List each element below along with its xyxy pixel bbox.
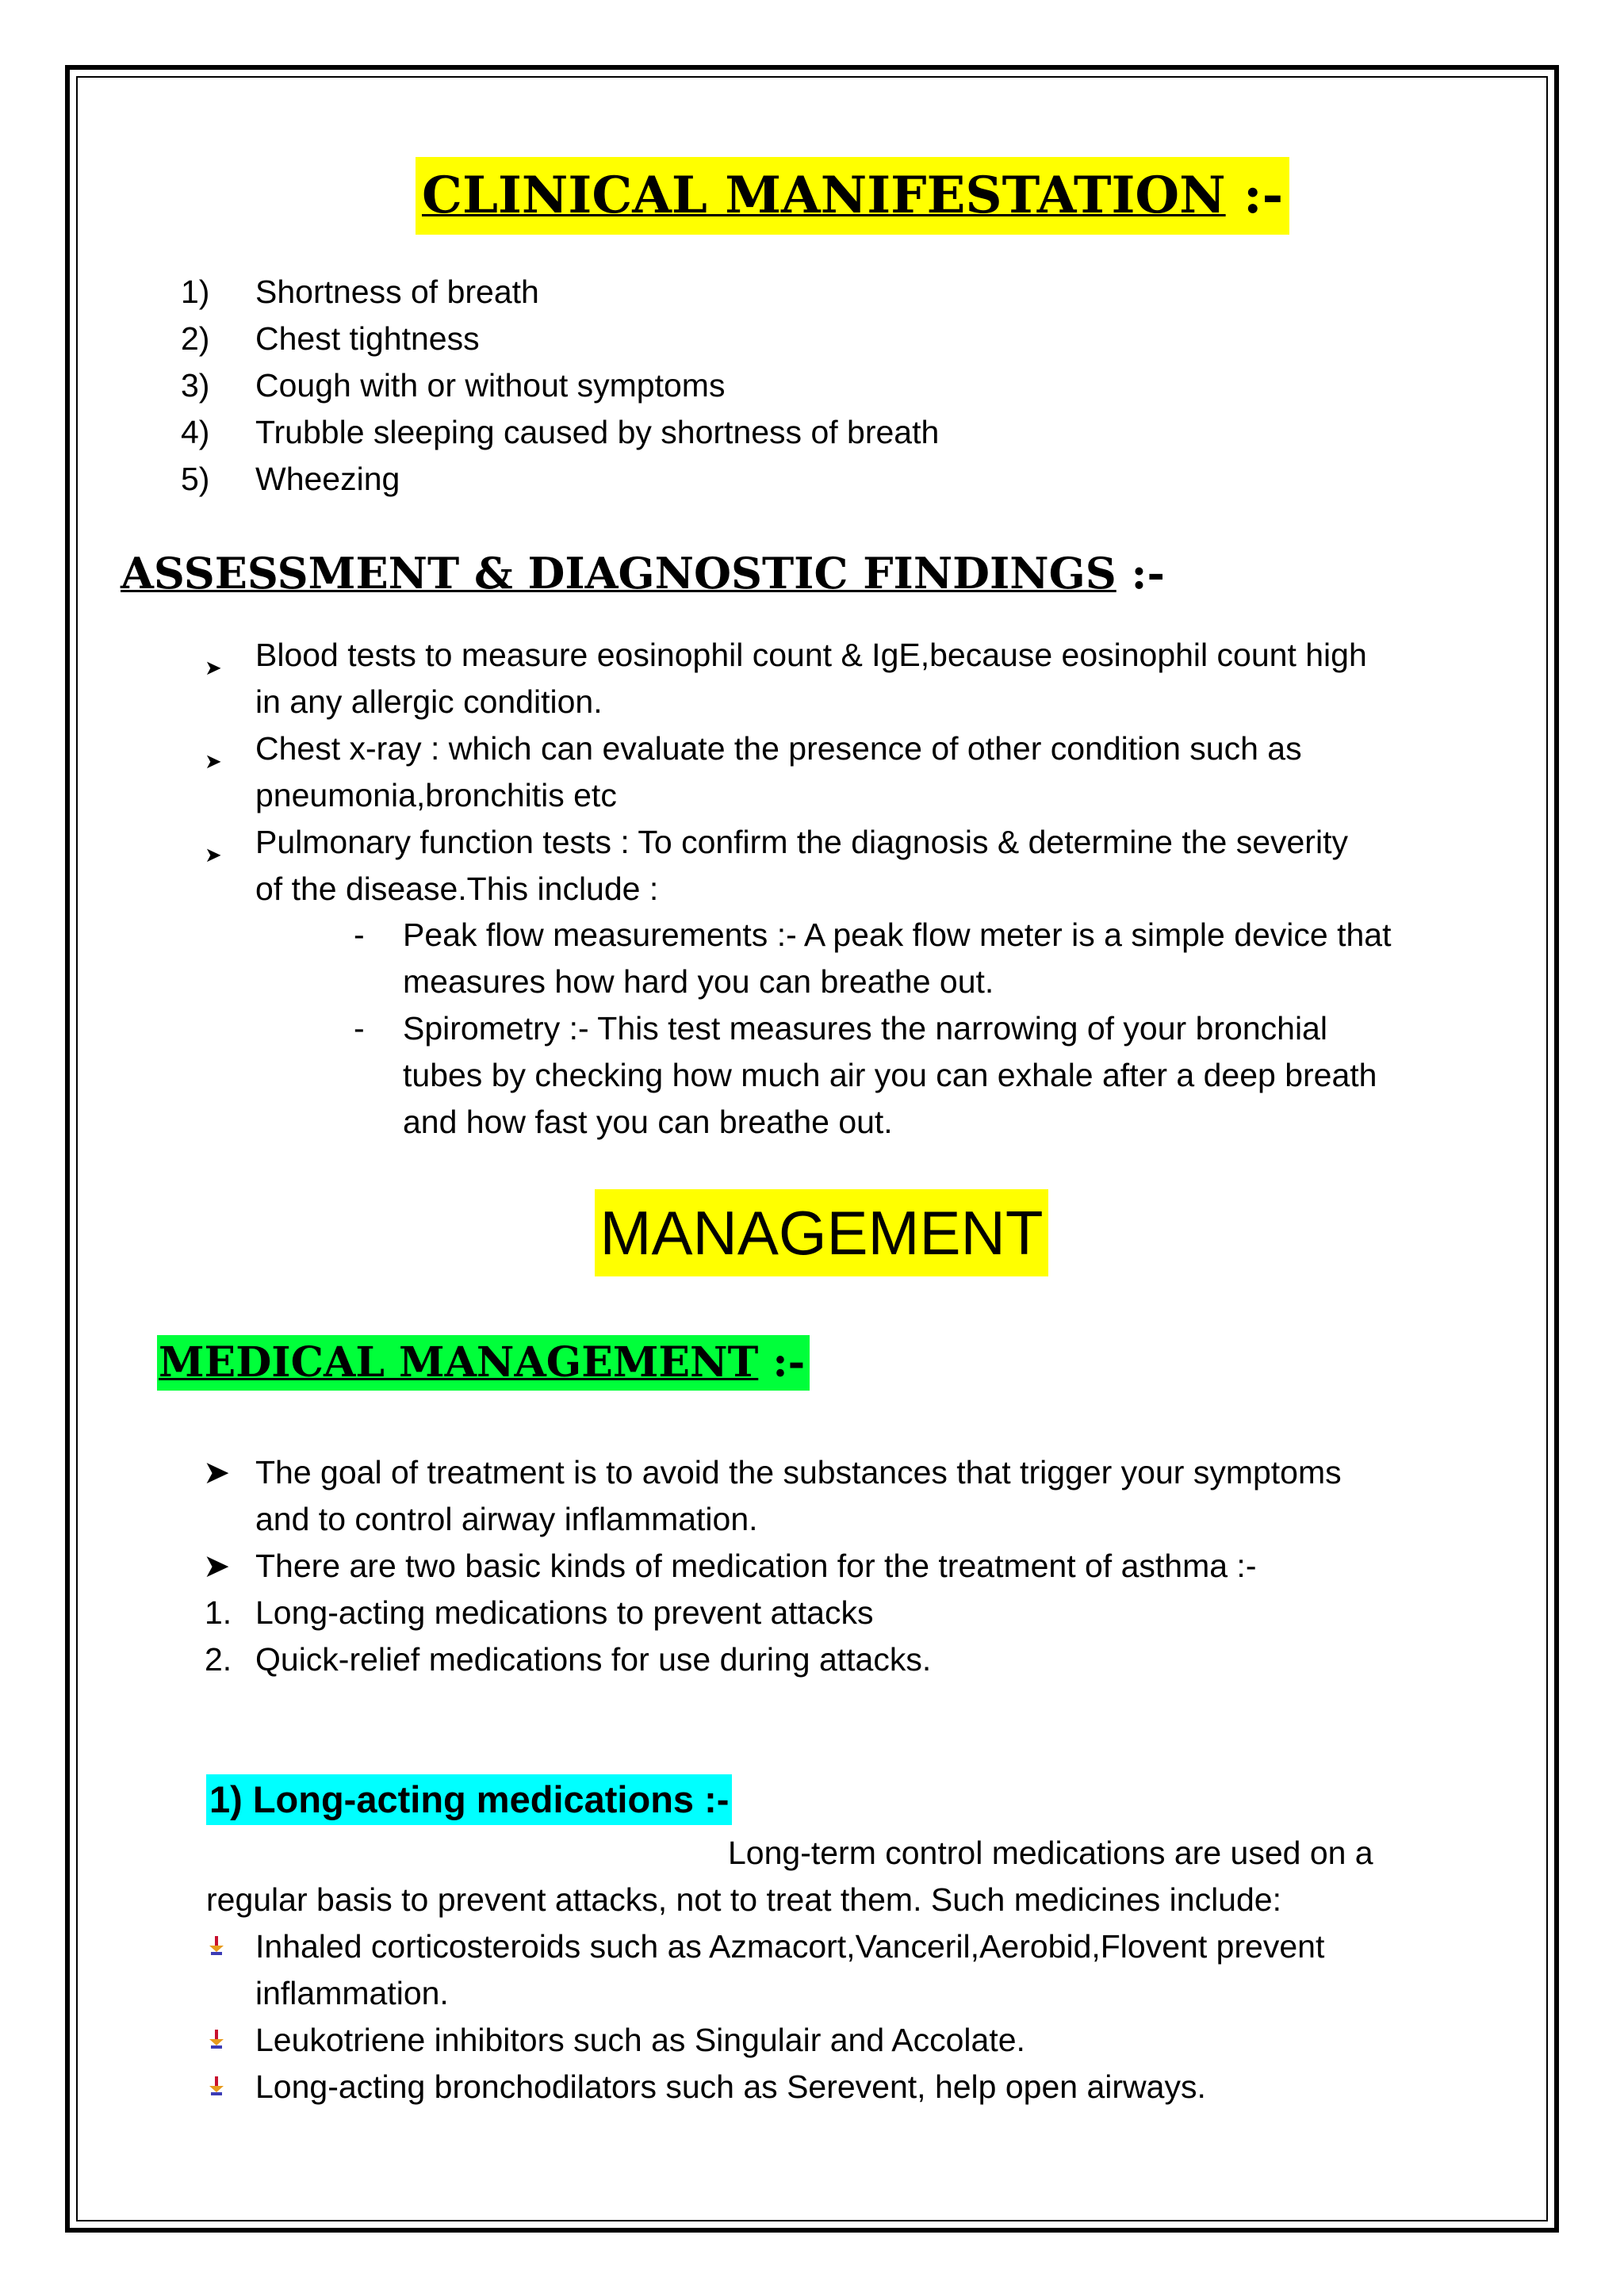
item-text: tubes by checking how much air you can exhale after a deep breath	[403, 1057, 1377, 1093]
pin-bullet-icon	[208, 1936, 225, 1957]
item-text: in any allergic condition.	[255, 683, 603, 720]
item-number: 4)	[181, 414, 210, 450]
item-text: Chest tightness	[255, 320, 480, 357]
item-text: and how fast you can breathe out.	[403, 1104, 893, 1140]
arrow-bullet-icon: ➤	[205, 843, 222, 867]
item-text: of the disease.This include :	[255, 871, 659, 907]
item-text: Chest x-ray : which can evaluate the presence of other condition such as	[255, 730, 1302, 767]
arrow-bullet-icon: ➤	[203, 1548, 231, 1584]
assessment-heading-title: ASSESSMENT & DIAGNOSTIC FINDINGS	[121, 548, 1116, 599]
arrow-bullet-icon: ➤	[203, 1454, 231, 1490]
long-acting-intro: regular basis to prevent attacks, not to treat them. Such medicines include:	[206, 1881, 1281, 1918]
item-text: and to control airway inflammation.	[255, 1501, 758, 1537]
item-text: Trubble sleeping caused by shortness of breath	[255, 414, 940, 450]
item-text: measures how hard you can breathe out.	[403, 963, 994, 1000]
clinical-heading	[416, 157, 1289, 235]
item-text: Cough with or without symptoms	[255, 367, 726, 404]
management-heading-title: MANAGEMENT	[599, 1198, 1044, 1268]
pin-bullet-icon	[208, 2030, 225, 2050]
item-number: 2)	[181, 320, 210, 357]
medical-management-suffix: :-	[758, 1338, 806, 1387]
long-acting-intro: Long-term control medications are used on a	[728, 1835, 1373, 1871]
item-text: pneumonia,bronchitis etc	[255, 777, 617, 813]
item-number: 5)	[181, 461, 210, 497]
item-text: The goal of treatment is to avoid the substances that trigger your symptoms	[255, 1454, 1342, 1490]
item-text: Spirometry :- This test measures the narrowing of your bronchial	[403, 1010, 1327, 1047]
item-text: Quick-relief medications for use during attacks.	[255, 1641, 932, 1678]
long-acting-heading	[206, 1774, 732, 1825]
item-text: Blood tests to measure eosinophil count & IgE,because eosinophil count high	[255, 637, 1367, 673]
item-text: Peak flow measurements :- A peak flow meter is a simple device that	[403, 916, 1392, 953]
item-text: Long-acting bronchodilators such as Serevent, help open airways.	[255, 2068, 1206, 2105]
item-text: inflammation.	[255, 1975, 449, 2011]
item-text: Pulmonary function tests : To confirm the diagnosis & determine the severity	[255, 824, 1348, 860]
item-text: Inhaled corticosteroids such as Azmacort,Vanceril,Aerobid,Flovent prevent	[255, 1928, 1325, 1965]
management-heading	[595, 1189, 1048, 1276]
assessment-heading-suffix: :-	[1116, 548, 1165, 599]
dash-bullet: -	[354, 1010, 365, 1047]
dash-bullet: -	[354, 916, 365, 953]
item-number: 2.	[205, 1641, 232, 1678]
assessment-heading	[121, 545, 1165, 601]
medical-management-title: MEDICAL MANAGEMENT	[159, 1338, 759, 1387]
long-acting-title: 1) Long-acting medications :-	[209, 1778, 730, 1820]
item-text: Shortness of breath	[255, 274, 539, 310]
item-number: 1.	[205, 1594, 232, 1631]
clinical-heading-suffix: :-	[1225, 166, 1284, 225]
arrow-bullet-icon: ➤	[205, 749, 222, 773]
item-text: Long-acting medications to prevent attacks	[255, 1594, 874, 1631]
clinical-heading-title: CLINICAL MANIFESTATION	[422, 166, 1226, 225]
pin-bullet-icon	[208, 2076, 225, 2097]
item-number: 3)	[181, 367, 210, 404]
item-number: 1)	[181, 274, 210, 310]
item-text: Wheezing	[255, 461, 400, 497]
item-text: There are two basic kinds of medication for the treatment of asthma :-	[255, 1548, 1257, 1584]
medical-management-heading	[157, 1335, 810, 1391]
item-text: Leukotriene inhibitors such as Singulair and Accolate.	[255, 2022, 1025, 2058]
arrow-bullet-icon: ➤	[205, 656, 222, 679]
